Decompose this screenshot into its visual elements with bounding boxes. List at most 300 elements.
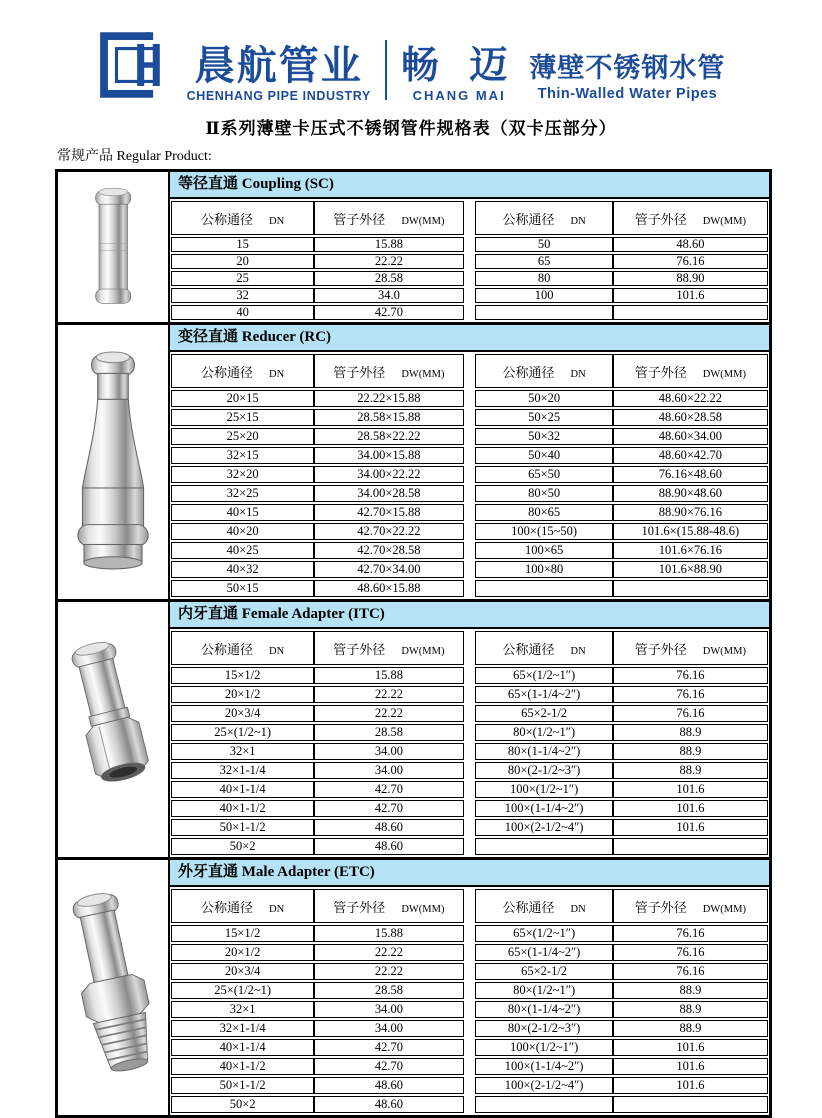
female-adapter-photo-icon [58, 628, 170, 830]
dw-value: 101.6 [613, 1077, 768, 1094]
dw-header [613, 354, 768, 388]
column-gap [464, 523, 476, 540]
dn-header [475, 354, 612, 388]
dw-value: 34.00×28.58 [314, 485, 463, 502]
male-adapter-photo-icon [58, 880, 170, 1096]
dw-value: 22.22 [314, 963, 463, 980]
column-gap [464, 428, 476, 445]
dn-header [171, 201, 314, 235]
dw-value: 42.70×34.00 [314, 561, 463, 578]
header-unit: DW(MM) [702, 645, 746, 657]
dw-value: 101.6 [613, 781, 768, 798]
male-adapter-photo [58, 860, 170, 1115]
column-gap [464, 409, 476, 426]
column-gap [464, 944, 476, 961]
spec-row [171, 819, 768, 836]
dw-value: 34.00×15.88 [314, 447, 463, 464]
spec-row [171, 724, 768, 741]
dn-value: 40×25 [171, 542, 314, 559]
header-unit: DN [269, 903, 285, 915]
column-gap [464, 1020, 476, 1037]
header-unit: DW(MM) [702, 215, 746, 227]
section-title: 外牙直通 Male Adapter (ETC) [170, 860, 769, 887]
dn-value: 15×1/2 [171, 667, 314, 684]
dn-value: 40×1-1/4 [171, 781, 314, 798]
dw-value: 48.60 [613, 237, 768, 252]
brand-name-en: CHENHANG PIPE INDUSTRY [186, 88, 371, 103]
dw-value: 48.60×34.00 [613, 428, 768, 445]
spec-row [171, 705, 768, 722]
column-gap [464, 542, 476, 559]
dn-value: 40×20 [171, 523, 314, 540]
column-gap [464, 271, 476, 286]
dn-header [475, 631, 612, 665]
dn-value: 100×(1-1/4~2″) [475, 1058, 612, 1075]
column-gap [464, 889, 476, 923]
dw-value: 22.22 [314, 254, 463, 269]
dw-value: 22.22 [314, 705, 463, 722]
header-row [171, 201, 768, 235]
dn-value: 20×3/4 [171, 705, 314, 722]
header-label: 公称通径 [201, 641, 254, 657]
dw-value: 34.00 [314, 743, 463, 760]
column-gap [464, 485, 476, 502]
spec-row [171, 254, 768, 269]
dn-value: 65×(1-1/4~2″) [475, 944, 612, 961]
column-gap [464, 354, 476, 388]
dw-value: 76.16 [613, 686, 768, 703]
spec-row [171, 743, 768, 760]
header-row [171, 889, 768, 923]
dw-value: 15.88 [314, 925, 463, 942]
dw-value: 88.90 [613, 271, 768, 286]
dn-value: 25×(1/2~1) [171, 982, 314, 999]
dn-value: 40×1-1/2 [171, 1058, 314, 1075]
dw-value: 42.70 [314, 781, 463, 798]
column-gap [464, 963, 476, 980]
dn-value: 50×32 [475, 428, 612, 445]
column-gap [464, 982, 476, 999]
header-unit: DN [570, 215, 586, 227]
spec-row [171, 466, 768, 483]
dn-value: 50×15 [171, 580, 314, 597]
dn-value: 100 [475, 288, 612, 303]
reducer-photo-icon [58, 344, 168, 580]
column-gap [464, 743, 476, 760]
dw-value: 28.58 [314, 982, 463, 999]
dn-value: 20 [171, 254, 314, 269]
spec-row [171, 667, 768, 684]
header-label: 公称通径 [502, 211, 555, 227]
column-gap [464, 504, 476, 521]
dn-value [475, 305, 612, 320]
dw-value: 76.16 [613, 944, 768, 961]
section-content [170, 172, 769, 322]
column-gap [464, 1058, 476, 1075]
header-unit: DN [269, 645, 285, 657]
column-gap [464, 667, 476, 684]
column-gap [464, 305, 476, 320]
dn-value: 65×2-1/2 [475, 705, 612, 722]
dw-value: 101.6 [613, 1058, 768, 1075]
dn-value: 80×50 [475, 485, 612, 502]
dw-value: 42.70×28.58 [314, 542, 463, 559]
spec-row [171, 305, 768, 320]
spec-row [171, 1096, 768, 1113]
dn-value: 100×(1-1/4~2″) [475, 800, 612, 817]
dn-value: 40×1-1/2 [171, 800, 314, 817]
dn-value: 32×1 [171, 1001, 314, 1018]
spec-row [171, 237, 768, 252]
dn-value: 80×(1/2~1″) [475, 982, 612, 999]
dn-value: 50×2 [171, 838, 314, 855]
dw-value: 48.60×28.58 [613, 409, 768, 426]
column-gap [464, 447, 476, 464]
dn-value: 25×20 [171, 428, 314, 445]
spec-section-2 [58, 322, 769, 599]
dw-value: 88.90×76.16 [613, 504, 768, 521]
dn-value: 20×1/2 [171, 944, 314, 961]
dw-value: 28.58 [314, 724, 463, 741]
dn-value: 50×20 [475, 390, 612, 407]
spec-row [171, 1039, 768, 1056]
column-gap [464, 724, 476, 741]
column-gap [464, 561, 476, 578]
dw-value: 42.70 [314, 1058, 463, 1075]
header-label: 公称通径 [502, 641, 555, 657]
dw-header [314, 889, 463, 923]
dw-header [613, 889, 768, 923]
brand2-name-cn: 畅 迈 [400, 45, 518, 87]
spec-row [171, 944, 768, 961]
dn-value: 40×1-1/4 [171, 1039, 314, 1056]
header-label: 管子外径 [333, 641, 386, 657]
brand-chenhang [186, 43, 371, 103]
header-unit: DN [570, 903, 586, 915]
dn-value: 100×(1/2~1″) [475, 781, 612, 798]
dw-value: 42.70 [314, 800, 463, 817]
dw-header [314, 201, 463, 235]
dw-value [613, 1096, 768, 1113]
dw-value: 34.00×22.22 [314, 466, 463, 483]
spec-row [171, 1020, 768, 1037]
dw-value: 42.70×15.88 [314, 504, 463, 521]
spec-row [171, 838, 768, 855]
dn-value [475, 838, 612, 855]
dn-value: 50×25 [475, 409, 612, 426]
header-unit: DW(MM) [401, 645, 445, 657]
spec-row [171, 561, 768, 578]
section-title: 等径直通 Coupling (SC) [170, 172, 769, 199]
dw-value: 22.22 [314, 944, 463, 961]
dn-value: 25 [171, 271, 314, 286]
dn-value: 65×(1/2~1″) [475, 667, 612, 684]
dw-value: 76.16 [613, 963, 768, 980]
dw-value: 76.16×48.60 [613, 466, 768, 483]
dn-value: 100×(2-1/2~4″) [475, 1077, 612, 1094]
header-label: 管子外径 [333, 899, 386, 915]
brand-tagline [529, 52, 726, 103]
dw-value: 42.70×22.22 [314, 523, 463, 540]
spec-tables [55, 169, 772, 1118]
coupling-photo-icon [83, 184, 143, 310]
dn-value: 80×(1-1/4~2″) [475, 743, 612, 760]
column-gap [464, 390, 476, 407]
dw-value: 88.90×48.60 [613, 485, 768, 502]
column-gap [464, 254, 476, 269]
coupling-photo [58, 172, 170, 322]
dw-value: 88.9 [613, 743, 768, 760]
dw-value: 101.6×76.16 [613, 542, 768, 559]
dn-value: 25×15 [171, 409, 314, 426]
dw-value: 101.6 [613, 288, 768, 303]
dw-value: 48.60×22.22 [613, 390, 768, 407]
dn-value: 65×2-1/2 [475, 963, 612, 980]
dn-value: 80×(2-1/2~3″) [475, 1020, 612, 1037]
header-unit: DN [269, 368, 285, 380]
dw-value: 15.88 [314, 667, 463, 684]
dn-value [475, 580, 612, 597]
dn-value: 32×1-1/4 [171, 1020, 314, 1037]
dn-value: 20×15 [171, 390, 314, 407]
dn-value: 40×15 [171, 504, 314, 521]
dn-value: 100×(15~50) [475, 523, 612, 540]
dw-value: 48.60×42.70 [613, 447, 768, 464]
section-content [170, 602, 769, 857]
dw-value: 101.6×(15.88-48.6) [613, 523, 768, 540]
header-row [171, 631, 768, 665]
brand-header [0, 0, 822, 102]
dw-value: 76.16 [613, 667, 768, 684]
header-unit: DN [570, 645, 586, 657]
dn-value: 65×(1/2~1″) [475, 925, 612, 942]
header-label: 公称通径 [502, 364, 555, 380]
dn-value: 100×65 [475, 542, 612, 559]
dw-value: 48.60 [314, 819, 463, 836]
dn-value: 50×1-1/2 [171, 819, 314, 836]
dw-value: 22.22×15.88 [314, 390, 463, 407]
column-gap [464, 288, 476, 303]
dn-value: 80×(2-1/2~3″) [475, 762, 612, 779]
column-gap [464, 705, 476, 722]
dw-value: 22.22 [314, 686, 463, 703]
dn-value: 32×1-1/4 [171, 762, 314, 779]
header-unit: DW(MM) [401, 215, 445, 227]
column-gap [464, 838, 476, 855]
brand-changmai [401, 47, 518, 102]
dn-value: 50×1-1/2 [171, 1077, 314, 1094]
spec-row [171, 428, 768, 445]
dn-value: 100×(2-1/2~4″) [475, 819, 612, 836]
dn-value: 40×32 [171, 561, 314, 578]
spec-table [171, 199, 768, 322]
header-unit: DW(MM) [401, 903, 445, 915]
dn-value: 32×15 [171, 447, 314, 464]
spec-row [171, 580, 768, 597]
dn-value: 20×3/4 [171, 963, 314, 980]
dn-value: 65 [475, 254, 612, 269]
dw-value: 88.9 [613, 724, 768, 741]
spec-row [171, 542, 768, 559]
dn-value: 25×(1/2~1) [171, 724, 314, 741]
dw-value: 34.00 [314, 762, 463, 779]
dw-value: 28.58×22.22 [314, 428, 463, 445]
dn-value: 80×(1/2~1″) [475, 724, 612, 741]
dn-value: 50×40 [475, 447, 612, 464]
chenhang-logo-icon [97, 30, 175, 100]
dw-value: 48.60 [314, 838, 463, 855]
dw-value: 48.60 [314, 1096, 463, 1113]
dn-value: 100×80 [475, 561, 612, 578]
dn-value: 65×50 [475, 466, 612, 483]
dn-value: 80 [475, 271, 612, 286]
dn-value: 65×(1-1/4~2″) [475, 686, 612, 703]
dn-value: 32 [171, 288, 314, 303]
dn-header [171, 889, 314, 923]
column-gap [464, 686, 476, 703]
spec-row [171, 485, 768, 502]
column-gap [464, 800, 476, 817]
dw-value: 88.9 [613, 1001, 768, 1018]
tagline-cn: 薄壁不锈钢水管 [529, 52, 726, 83]
header-unit: DN [570, 368, 586, 380]
dn-value: 32×1 [171, 743, 314, 760]
dn-value: 100×(1/2~1″) [475, 1039, 612, 1056]
column-gap [464, 201, 476, 235]
dn-header [171, 354, 314, 388]
spec-row [171, 686, 768, 703]
dn-value: 50 [475, 237, 612, 252]
logo-divider [385, 40, 387, 100]
spec-row [171, 390, 768, 407]
dn-value: 40 [171, 305, 314, 320]
dw-header [314, 631, 463, 665]
spec-row [171, 925, 768, 942]
column-gap [464, 781, 476, 798]
dw-value: 34.00 [314, 1020, 463, 1037]
spec-row [171, 963, 768, 980]
dn-value: 32×25 [171, 485, 314, 502]
column-gap [464, 631, 476, 665]
dw-value: 101.6×88.90 [613, 561, 768, 578]
section-content [170, 325, 769, 599]
dn-header [171, 631, 314, 665]
header-label: 公称通径 [201, 211, 254, 227]
spec-section-1 [58, 172, 769, 322]
dw-value: 88.9 [613, 982, 768, 999]
brand2-name-en: CHANG MAI [412, 88, 506, 103]
dw-value: 48.60×15.88 [314, 580, 463, 597]
dw-value [613, 305, 768, 320]
column-gap [464, 466, 476, 483]
female-adapter-photo [58, 602, 170, 857]
dw-value: 28.58×15.88 [314, 409, 463, 426]
section-title: 内牙直通 Female Adapter (ITC) [170, 602, 769, 629]
dn-value: 50×2 [171, 1096, 314, 1113]
dn-header [475, 201, 612, 235]
section-title: 变径直通 Reducer (RC) [170, 325, 769, 352]
section-content [170, 860, 769, 1115]
spec-section-3 [58, 599, 769, 857]
dn-value: 80×65 [475, 504, 612, 521]
header-label: 管子外径 [634, 364, 687, 380]
reducer-photo [58, 325, 170, 599]
dw-header [314, 354, 463, 388]
spec-row [171, 504, 768, 521]
spec-row [171, 523, 768, 540]
spec-row [171, 271, 768, 286]
column-gap [464, 1001, 476, 1018]
header-unit: DW(MM) [702, 903, 746, 915]
spec-table [171, 352, 768, 599]
dw-value [613, 838, 768, 855]
brand-name-cn: 晨航管业 [194, 43, 363, 88]
dw-value [613, 580, 768, 597]
header-label: 管子外径 [634, 899, 687, 915]
spec-table [171, 887, 768, 1115]
dn-value: 15×1/2 [171, 925, 314, 942]
spec-row [171, 781, 768, 798]
column-gap [464, 1096, 476, 1113]
column-gap [464, 237, 476, 252]
tagline-en: Thin-Walled Water Pipes [537, 85, 718, 102]
dw-value: 101.6 [613, 800, 768, 817]
dw-value: 88.9 [613, 1020, 768, 1037]
dw-value: 101.6 [613, 819, 768, 836]
header-row [171, 354, 768, 388]
dw-value: 76.16 [613, 705, 768, 722]
header-label: 公称通径 [201, 899, 254, 915]
dw-value: 101.6 [613, 1039, 768, 1056]
header-label: 管子外径 [634, 641, 687, 657]
spec-row [171, 1001, 768, 1018]
dw-value: 48.60 [314, 1077, 463, 1094]
dw-header [613, 631, 768, 665]
dw-header [613, 201, 768, 235]
spec-row [171, 409, 768, 426]
column-gap [464, 580, 476, 597]
header-unit: DW(MM) [401, 368, 445, 380]
dw-value: 76.16 [613, 254, 768, 269]
column-gap [464, 1039, 476, 1056]
dw-value: 34.00 [314, 1001, 463, 1018]
column-gap [464, 1077, 476, 1094]
spec-row [171, 288, 768, 303]
dw-value: 88.9 [613, 762, 768, 779]
dw-value: 28.58 [314, 271, 463, 286]
spec-section-4 [58, 857, 769, 1115]
dw-value: 76.16 [613, 925, 768, 942]
dw-value: 34.0 [314, 288, 463, 303]
header-label: 公称通径 [201, 364, 254, 380]
spec-row [171, 447, 768, 464]
dn-value: 20×1/2 [171, 686, 314, 703]
column-gap [464, 762, 476, 779]
spec-row [171, 800, 768, 817]
spec-table [171, 629, 768, 857]
header-label: 管子外径 [634, 211, 687, 227]
header-label: 管子外径 [333, 364, 386, 380]
spec-row [171, 1077, 768, 1094]
dn-value [475, 1096, 612, 1113]
dw-value: 42.70 [314, 1039, 463, 1056]
regular-product-label: 常规产品 Regular Product: [57, 149, 212, 164]
column-gap [464, 819, 476, 836]
header-label: 公称通径 [502, 899, 555, 915]
header-label: 管子外径 [333, 211, 386, 227]
dn-value: 32×20 [171, 466, 314, 483]
page-title: Ⅱ系列薄壁卡压式不锈钢管件规格表（双卡压部分） [205, 119, 617, 138]
